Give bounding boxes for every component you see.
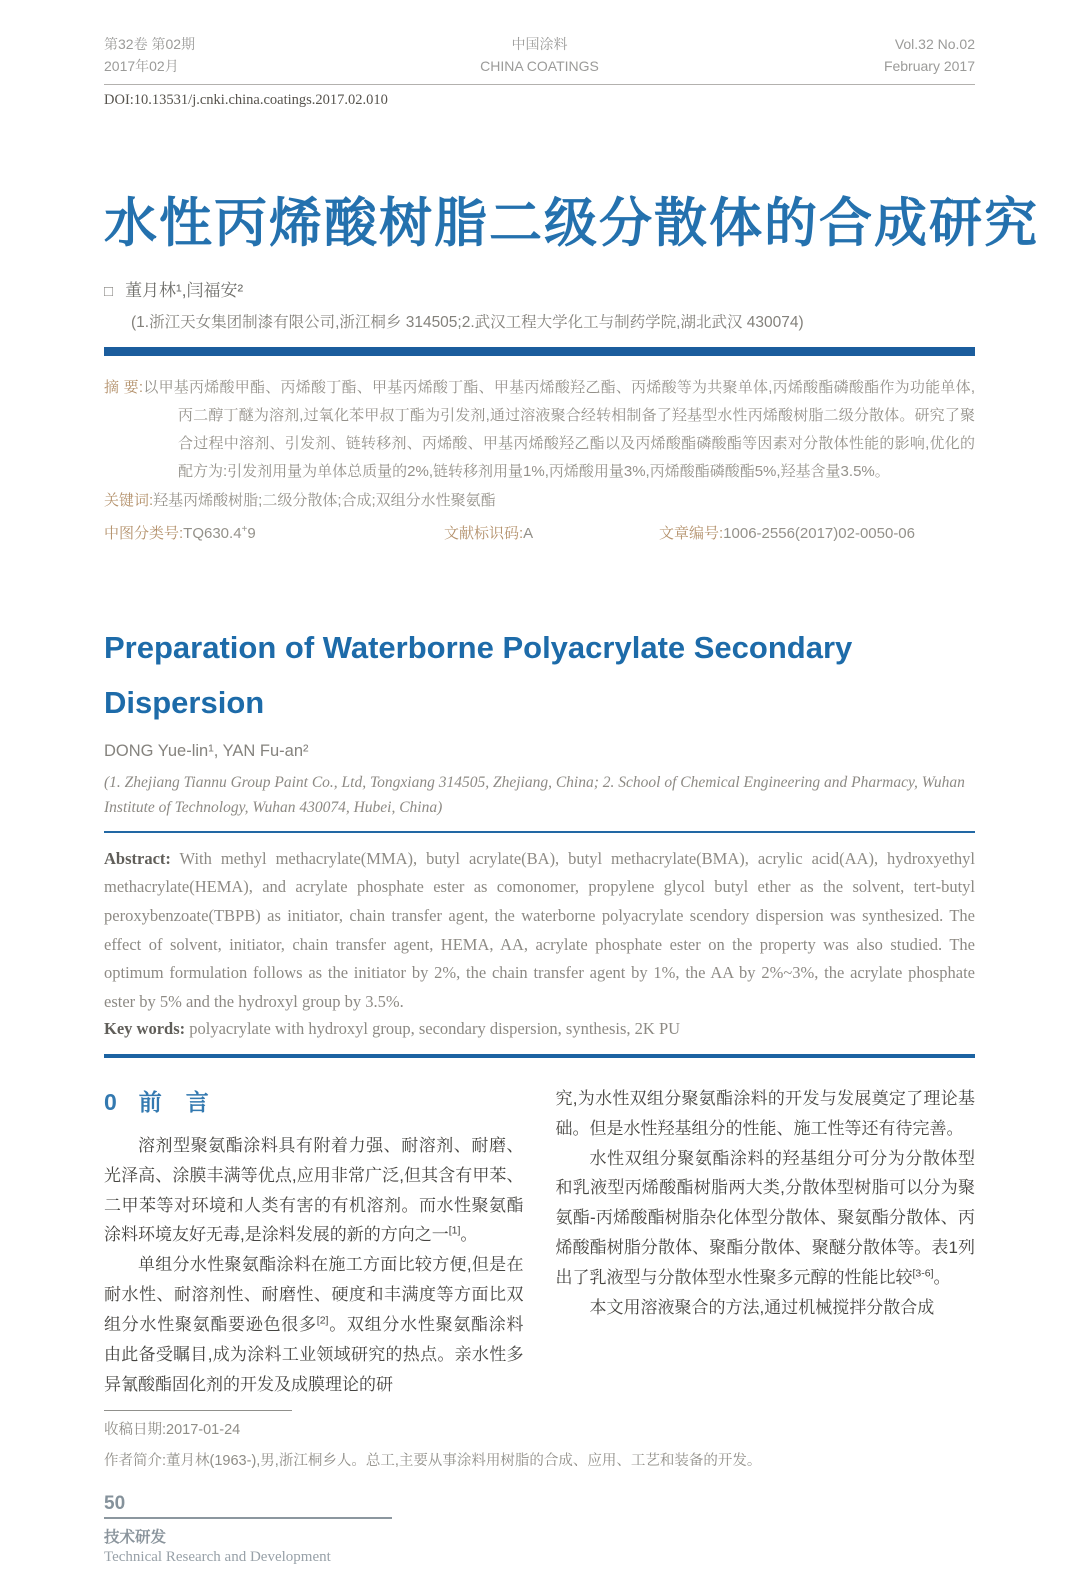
section-number: 0: [104, 1088, 117, 1115]
right-column: [556, 1084, 976, 1400]
clc-number: [104, 522, 444, 543]
front-matter-divider: [104, 1054, 975, 1058]
doc-code-value: A: [523, 525, 534, 543]
date-en: February 2017: [883, 57, 975, 74]
header-center: [480, 34, 599, 77]
received-date-label: 收稿日期:: [104, 1421, 167, 1438]
authors-cn: [104, 276, 975, 301]
doc-code-label: 文献标识码:: [444, 525, 524, 543]
footnote-block: [104, 1410, 975, 1477]
authors-en: DONG Yue-lin¹, YAN Fu-an²: [104, 741, 309, 760]
footnote-divider: [104, 1410, 292, 1411]
clc-value: TQ630.4+9: [183, 524, 256, 543]
volume-issue-en: Vol.32 No.02: [894, 36, 975, 52]
article-id: [659, 522, 915, 543]
body-paragraph: 单组分水性聚氨酯涂料在施工方面比较方便,但是在耐水性、耐溶剂性、耐磨性、硬度和丰满度等方面比双组分水性聚氨酯要逊色很多[2]。双组分水性聚氨酯涂料由此备受瞩目,成为涂料工业领域研究的热点。亲水性多异氰酸酯固化剂的开发及成膜理论的研: [104, 1255, 524, 1394]
author-names-cn: 董月林¹,闫福安²: [125, 280, 244, 300]
article-id-label: 文章编号:: [659, 525, 724, 543]
classification-row: [104, 522, 975, 543]
article-title-en: Preparation of Waterborne Polyacrylate Secondary Dispersion: [104, 630, 853, 720]
body-paragraph: 究,为水性双组分聚氨酯涂料的开发与发展奠定了理论基础。但是水性羟基组分的性能、施工性等还有待完善。: [555, 1088, 975, 1138]
abstract-en-label: Abstract:: [104, 848, 171, 868]
journal-name-en: CHINA COATINGS: [480, 57, 599, 74]
abstract-cn: [104, 374, 975, 487]
keywords-cn-label: 关键词:: [104, 492, 154, 510]
abstract-cn-text: 以甲基丙烯酸甲酯、丙烯酸丁酯、甲基丙烯酸丁酯、甲基丙烯酸羟乙酯、丙烯酸等为共聚单体,丙烯酸酯磷酸酯作为功能单体,丙二醇丁醚为溶剂,过氧化苯甲叔丁酯为引发剂,通过溶液聚合经转相制备了羟基型水性丙烯酸树脂二级分散体。研究了聚合过程中溶剂、引发剂、链转移剂、丙烯酸、甲基丙烯酸羟乙酯以及丙烯酸酯磷酸酯等因素对分散体性能的影响,优化的配方为:引发剂用量为单体总质量的2%,链转移剂用量1%,丙烯酸用量3%,丙烯酸酯磷酸酯5%,羟基含量3.5%。: [143, 378, 976, 481]
column-name-cn: 技术研发: [104, 1529, 167, 1547]
keywords-cn-text: 羟基丙烯酸树脂;二级分散体;合成;双组分水性聚氨酯: [153, 492, 496, 510]
article-title-cn: 水性丙烯酸树脂二级分散体的合成研究: [104, 194, 1039, 254]
header-left: [104, 34, 195, 77]
page-footer: [104, 1493, 975, 1566]
english-header-divider: [104, 831, 975, 833]
keywords-en: [104, 1019, 975, 1039]
body-paragraph: 水性双组分聚氨酯涂料的羟基组分可分为分散体型和乳液型丙烯酸酯树脂两大类,分散体型树脂可以分为聚氨酯-丙烯酸酯树脂杂化体型分散体、聚氨酯分散体、丙烯酸酯树脂分散体、聚酯分散体、聚醚分散体等。表1列出了乳液型与分散体型水性聚多元醇的性能比较[3-6]。: [555, 1148, 975, 1288]
affiliation-cn: (1.浙江天女集团制漆有限公司,浙江桐乡 314505;2.武汉工程大学化工与制药学院,湖北武汉 430074): [131, 313, 804, 331]
received-date-value: 2017-01-24: [166, 1421, 241, 1438]
body-paragraph: 溶剂型聚氨酯涂料具有附着力强、耐溶剂、耐磨、光泽高、涂膜丰满等优点,应用非常广泛,但其含有甲苯、二甲苯等对环境和人类有害的有机溶剂。而水性聚氨酯涂料环境友好无毒,是涂料发展的新的方向之一[1]。: [104, 1135, 524, 1245]
journal-name-cn: 中国涂料: [511, 36, 568, 52]
author-bio-line: [104, 1446, 975, 1477]
clc-label: 中图分类号:: [104, 525, 184, 543]
article-body: [104, 1084, 975, 1400]
author-bio-text: 董月林(1963-),男,浙江桐乡人。总工,主要从事涂料用树脂的合成、应用、工艺和装备的开发。: [166, 1453, 762, 1470]
section-heading: [104, 1084, 524, 1117]
right-column-paragraphs: [556, 1084, 976, 1323]
left-column: [104, 1084, 524, 1400]
keywords-en-label: Key words:: [104, 1018, 186, 1038]
header-divider: [104, 84, 975, 85]
column-name-en: Technical Research and Development: [104, 1549, 331, 1566]
left-column-paragraphs: [104, 1131, 524, 1400]
author-marker-icon: □: [104, 282, 114, 300]
doi-line: DOI:10.13531/j.cnki.china.coatings.2017.02.010: [104, 92, 388, 109]
keywords-en-text: polyacrylate with hydroxyl group, secondary dispersion, synthesis, 2K PU: [185, 1018, 681, 1038]
header-right: [884, 34, 975, 77]
volume-issue-cn: 第32卷 第02期: [104, 36, 196, 52]
page-number: 50: [104, 1493, 126, 1515]
document-code: [444, 522, 659, 543]
body-paragraph: 本文用溶液聚合的方法,通过机械搅拌分散合成: [589, 1298, 935, 1318]
date-cn: 2017年02月: [104, 57, 179, 74]
abstract-en: [104, 845, 975, 1017]
received-date-line: [104, 1415, 975, 1446]
keywords-cn: [104, 489, 975, 510]
abstract-cn-label: 摘 要:: [104, 378, 144, 396]
footer-divider: [104, 1517, 392, 1519]
affiliation-en: (1. Zhejiang Tiannu Group Paint Co., Ltd, Tongxiang 314505, Zhejiang, China; 2. School of Chemical Engineering and Pharmacy, Wuhan Institute of Technology, Wuhan 430074, Hubei, China): [104, 773, 965, 816]
journal-header: [104, 34, 975, 77]
abstract-en-text: With methyl methacrylate(MMA), butyl acrylate(BA), butyl methacrylate(BMA), acrylic acid(AA), hydroxyethyl methacrylate(HEMA), and acrylate phosphate ester as comonomer, propylene glycol butyl ether as the solvent, tert-butyl peroxybenzoate(TBPB) as initiator, chain transfer agent, the waterborne polyacrylate scendory dispersion was synthesized. The effect of solvent, initiator, chain transfer agent, HEMA, AA, acrylate phosphate ester on the property was also studied. The optimum formulation follows as the initiator by 2%, the chain transfer agent by 1%, the AA by 2%~3%, the acrylate phosphate ester by 5% and the hydroxyl group by 3.5%.: [104, 848, 975, 1012]
article-id-value: 1006-2556(2017)02-0050-06: [723, 525, 915, 543]
section-title: 前言: [138, 1088, 233, 1115]
title-separator-bar: [104, 347, 975, 356]
author-bio-label: 作者简介:: [104, 1453, 167, 1470]
